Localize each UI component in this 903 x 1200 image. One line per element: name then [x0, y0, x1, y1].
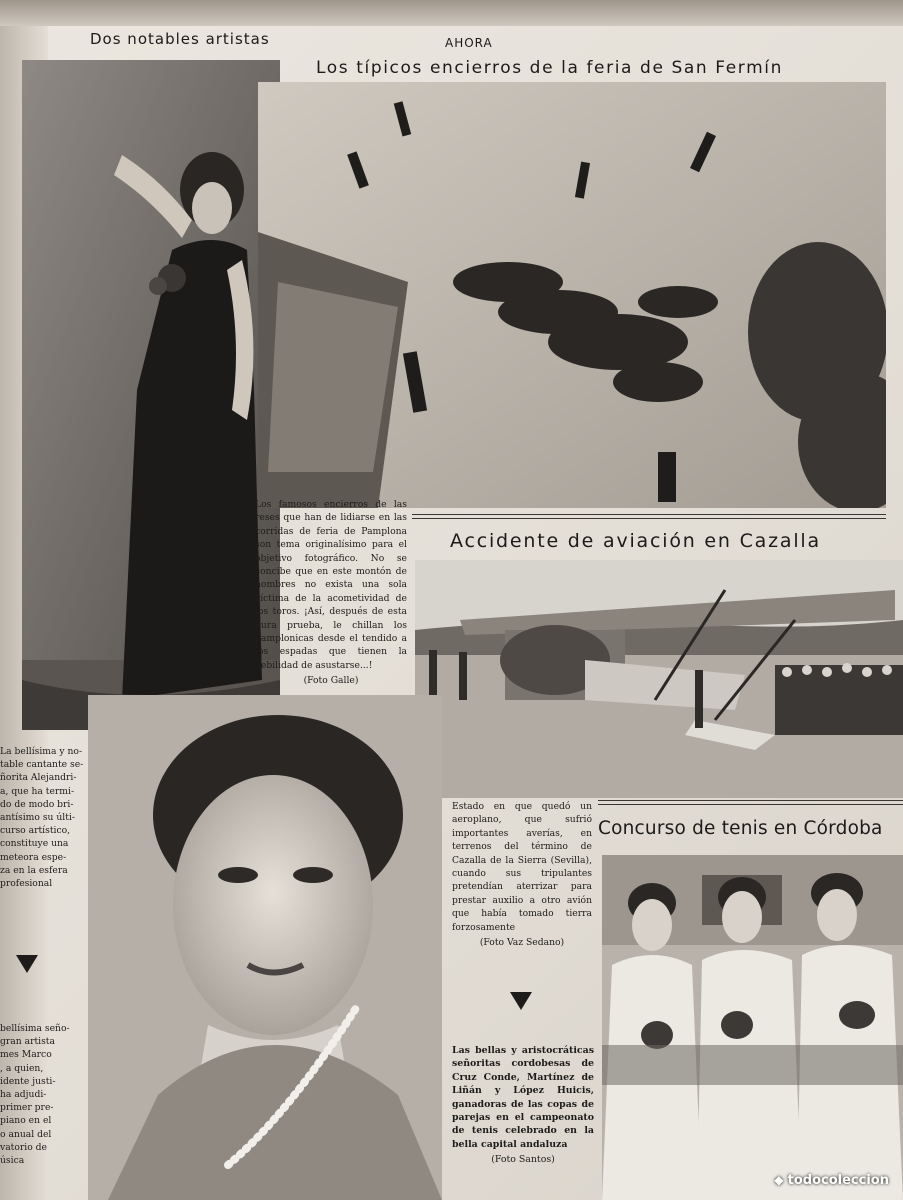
- side-text-2-line: idente justi-: [0, 1075, 56, 1087]
- side-text-2-line: , a quien,: [0, 1062, 44, 1074]
- side-text-2-line: piano en el: [0, 1115, 52, 1127]
- side-text-1-line: profesional: [0, 878, 53, 890]
- standing-artist-illustration: [22, 60, 280, 730]
- side-text-2-line: mes Marco: [0, 1049, 52, 1061]
- side-text-2-line: gran artista: [0, 1036, 55, 1048]
- side-text-1-line: meteora espe-: [0, 851, 67, 863]
- photo-aviacion: [415, 560, 903, 798]
- watermark-text: todocoleccion: [787, 1173, 889, 1188]
- caption-aviacion: [452, 800, 592, 949]
- top-shadow: [0, 0, 903, 26]
- aviacion-illustration: [415, 560, 903, 798]
- rule-tenis: [598, 800, 903, 805]
- tenis-illustration: [602, 855, 903, 1200]
- side-text-1-line: curso artístico,: [0, 825, 71, 837]
- side-text-1-line: do de modo bri-: [0, 798, 74, 810]
- caption-tenis-text: Las bellas y aristocráticas señoritas cordobesas de Cruz Conde, Martínez de Liñán y López Huicis, ganadoras de las copas de parejas en el campeonato de tenis celebrado en la bella capital andaluza: [452, 1045, 594, 1150]
- headline-aviacion: Accidente de aviación en Cazalla: [450, 530, 821, 552]
- side-text-1-line: a, que ha termi-: [0, 785, 75, 797]
- caption-encierros-credit: (Foto Galle): [303, 675, 359, 687]
- side-text-1-line: constituye una: [0, 838, 69, 850]
- caption-tenis: [452, 1044, 594, 1167]
- caption-encierros: [255, 498, 407, 688]
- side-text-2-line: vatorio de: [0, 1141, 47, 1153]
- photo-standing-artist: [22, 60, 280, 730]
- side-text-1-line: ñorita Alejandri-: [0, 772, 77, 784]
- side-text-1-line: antísimo su últi-: [0, 812, 75, 824]
- magazine-name: AHORA: [445, 36, 493, 50]
- photo-tenis: [602, 855, 903, 1200]
- caption-aviacion-credit: (Foto Vaz Sedano): [479, 937, 565, 949]
- side-text-2-line: bellísima seño-: [0, 1023, 70, 1034]
- side-text-block-1: [0, 745, 88, 890]
- headline-tenis: Concurso de tenis en Córdoba: [598, 818, 883, 839]
- arrow-down-icon: [510, 992, 532, 1010]
- caption-aviacion-text: Estado en que quedó un aeroplano, que sufrió importantes averías, en terrenos del término de Cazalla de la Sierra (Sevilla), cuando sus tripulantes pretendían aterrizar para prestar auxilio a otro avión que había tomado tierra forzosamente: [452, 801, 592, 933]
- side-text-1-line: za en la esfera: [0, 864, 68, 876]
- headline-encierros: Los típicos encierros de la feria de San Fermín: [316, 58, 783, 78]
- side-text-2-line: o anual del: [0, 1128, 52, 1140]
- headline-artists: Dos notables artistas: [90, 30, 270, 48]
- photo-portrait-artist: [88, 695, 442, 1200]
- arrow-down-icon: [16, 955, 38, 973]
- encierros-illustration: [258, 82, 886, 508]
- rule-aviacion: [412, 514, 886, 519]
- photo-encierros: [258, 82, 886, 508]
- watermark: [774, 1173, 889, 1188]
- side-text-2-line: ha adjudi-: [0, 1089, 47, 1101]
- portrait-artist-illustration: [88, 695, 442, 1200]
- side-text-1-line: table cantante se-: [0, 759, 84, 771]
- caption-encierros-text: Los famosos encierros de las reses que han de lidiarse en las corridas de feria de Pamplona son tema originalísimo para el objetivo fotográfico. No se concibe que en este montón de hombres no exista una sola víctima de la acometividad de los toros. ¡Así, después de esta dura prueba, le chillan los pamplonicas desde el tendido a los espadas que tienen la debilidad de asustarse...!: [255, 499, 407, 671]
- side-text-2-line: primer pre-: [0, 1102, 54, 1114]
- watermark-icon: ◆: [774, 1173, 788, 1187]
- side-text-2-line: úsica: [0, 1155, 25, 1167]
- side-text-1-line: La bellísima y no-: [0, 746, 83, 757]
- side-text-block-2: [0, 1022, 88, 1167]
- caption-tenis-credit: (Foto Santos): [491, 1154, 555, 1166]
